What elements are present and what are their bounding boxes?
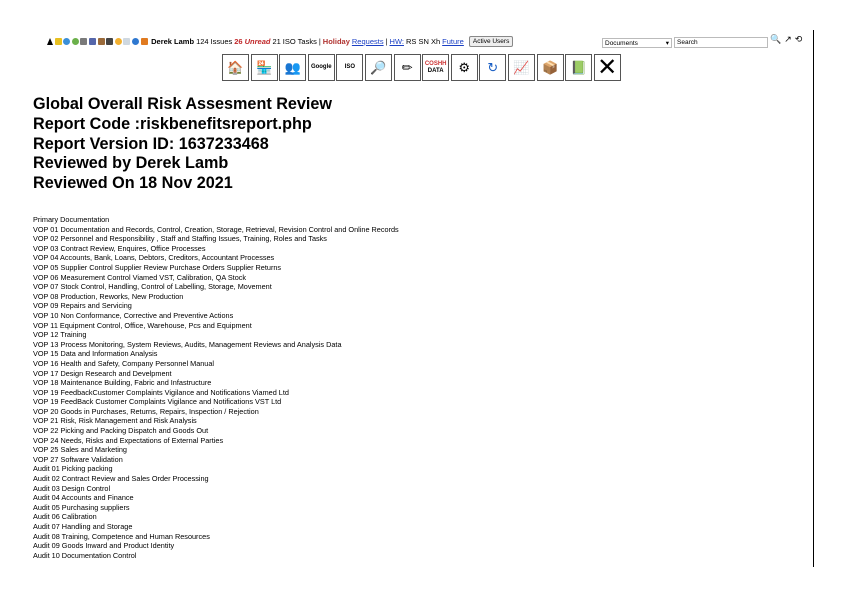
coshh-data-button[interactable]	[422, 54, 449, 81]
toolbar	[222, 54, 621, 81]
cash-register-icon: 🏪	[256, 59, 273, 75]
document-list-item: Audit 05 Purchasing suppliers	[33, 502, 130, 512]
iso-label: ISO	[344, 64, 356, 70]
document-list-item: VOP 13 Process Monitoring, System Reviews, Audits, Management Reviews and Analysis Data	[33, 339, 342, 349]
documents-select-value: Documents	[605, 39, 638, 47]
document-list-item: VOP 18 Maintenance Building, Fabric and Infastructure	[33, 378, 212, 388]
reload-button[interactable]	[479, 54, 506, 81]
warning-icon[interactable]	[47, 38, 53, 45]
status-bar	[47, 35, 513, 47]
document-list-item: VOP 19 FeedBack Customer Complaints Vigilance and Notifications VST Ltd	[33, 397, 282, 407]
document-list-item: VOP 17 Design Research and Develpment	[33, 368, 172, 378]
star-icon[interactable]	[55, 38, 62, 45]
page-title: Global Overall Risk Assesment Review	[33, 95, 333, 113]
report-version: Report Version ID: 1637233468	[33, 134, 269, 153]
document-list-item: VOP 12 Training	[33, 330, 87, 340]
tools-icon[interactable]	[80, 38, 87, 45]
coshh-label	[425, 61, 447, 75]
document-list-item: VOP 19 FeedbackCustomer Complaints Vigilance and Notifications Viamed Ltd	[33, 387, 289, 397]
close-icon: ✕	[597, 54, 618, 81]
cash-register-button[interactable]	[251, 54, 278, 81]
iso-tasks-count[interactable]: 21	[272, 36, 281, 46]
home-button[interactable]	[222, 54, 249, 81]
document-list-item: Audit 10 Documentation Control	[33, 550, 137, 560]
books-icon: 📗	[570, 59, 587, 75]
document-list-item: VOP 07 Stock Control, Handling, Control of Labelling, Storage, Movement	[33, 282, 272, 292]
globe-icon[interactable]	[63, 38, 70, 45]
chat-icon[interactable]	[123, 38, 130, 45]
document-list-item: Audit 03 Design Control	[33, 483, 111, 493]
document-list-item: Audit 08 Training, Competence and Human Resources	[33, 531, 210, 541]
chart-button[interactable]	[508, 54, 535, 81]
reviewed-by: Reviewed by Derek Lamb	[33, 154, 229, 173]
search-icon[interactable]: 🔍	[770, 34, 782, 44]
issues-count[interactable]: 124	[196, 36, 209, 46]
package-button[interactable]	[537, 54, 564, 81]
document-list-item: VOP 02 Personnel and Responsibility , Staff and Staffing Issues, Training, Roles and Tasks	[33, 234, 327, 244]
document-list-item: VOP 24 Needs, Risks and Expectations of External Parties	[33, 435, 224, 445]
document-list-item: VOP 09 Repairs and Servicing	[33, 301, 132, 311]
sync-icon[interactable]: ⟲	[794, 34, 803, 44]
magnifier-icon: 🔎	[370, 59, 387, 75]
iso-tasks-label[interactable]: ISO Tasks	[282, 36, 317, 46]
smiley-icon[interactable]	[115, 38, 122, 45]
requests-link[interactable]: Requests	[351, 36, 384, 46]
separator: |	[318, 36, 321, 46]
magnifier-button[interactable]	[365, 54, 392, 81]
document-list-item: Primary Documentation	[33, 215, 110, 224]
document-list-item: Audit 02 Contract Review and Sales Order Processing	[33, 474, 209, 484]
document-list-item: VOP 25 Sales and Marketing	[33, 445, 127, 455]
document-list-item: VOP 16 Health and Safety, Company Personnel Manual	[33, 358, 215, 368]
document-list-item: VOP 06 Measurement Control Viamed VST, Calibration, QA Stock	[33, 272, 247, 282]
google-label: Google	[310, 64, 332, 70]
package-icon: 📦	[541, 59, 559, 75]
users-icon: 👥	[284, 59, 301, 75]
document-list-item: Audit 09 Goods Inward and Product Identity	[33, 541, 175, 551]
user-name[interactable]: Derek Lamb	[151, 36, 195, 46]
search-input[interactable]: Search	[674, 37, 768, 48]
close-button[interactable]	[594, 54, 621, 81]
pencil-button[interactable]	[394, 54, 421, 81]
document-list	[33, 215, 399, 560]
settings-icon[interactable]	[89, 38, 96, 45]
documents-select[interactable]	[602, 38, 672, 48]
document-list-item: VOP 22 Picking and Packing Dispatch and Goods Out	[33, 426, 209, 436]
reviewed-on: Reviewed On 18 Nov 2021	[33, 174, 233, 193]
coshh-bottom: DATA	[427, 67, 444, 74]
pencil-icon: ✏	[401, 59, 413, 75]
home-icon: 🏠	[227, 59, 244, 75]
report-header	[33, 95, 332, 194]
coshh-top: COSHH	[424, 60, 447, 67]
document-list-item: Audit 01 Picking packing	[33, 464, 113, 474]
top-right-icons	[770, 34, 802, 45]
google-button[interactable]	[308, 54, 335, 81]
report-code: Report Code :riskbenefitsreport.php	[33, 114, 312, 133]
document-list-item: VOP 20 Goods in Purchases, Returns, Repairs, Inspection / Rejection	[33, 406, 259, 416]
chart-icon: 📈	[513, 59, 530, 75]
document-list-item: Audit 06 Calibration	[33, 512, 97, 522]
reload-icon: ↻	[487, 59, 499, 75]
holiday-label: Holiday	[322, 36, 350, 46]
external-link-icon[interactable]: ↗	[784, 34, 792, 44]
document-list-item: VOP 03 Contract Review, Enquires, Office Processes	[33, 243, 206, 253]
hw-names: RS SN Xh	[405, 36, 441, 46]
document-list-item: VOP 04 Accounts, Bank, Loans, Debtors, Creditors, Accountant Processes	[33, 253, 275, 263]
document-list-item: Audit 04 Accounts and Finance	[33, 493, 134, 503]
document-list-item: VOP 10 Non Conformance, Corrective and Preventive Actions	[33, 310, 234, 320]
flame-icon[interactable]	[141, 38, 148, 45]
document-list-item: VOP 27 Software Validation	[33, 454, 123, 464]
active-users-button[interactable]: Active Users	[469, 36, 513, 47]
document-list-item: Audit 07 Handling and Storage	[33, 522, 133, 531]
document-list-item: VOP 05 Supplier Control Supplier Review Purchase Orders Supplier Returns	[33, 262, 282, 272]
document-list-item: VOP 08 Production, Reworks, New Production	[33, 291, 184, 301]
users-button[interactable]	[279, 54, 306, 81]
books-button[interactable]	[565, 54, 592, 81]
issues-label[interactable]: Issues	[210, 36, 233, 46]
page-right-border	[813, 30, 814, 567]
document-icon[interactable]	[106, 38, 113, 45]
info-icon[interactable]	[132, 38, 139, 45]
book-icon[interactable]	[98, 38, 105, 45]
refresh-icon[interactable]	[72, 38, 79, 45]
future-link[interactable]: Future	[442, 36, 464, 46]
document-list-item: VOP 11 Equipment Control, Office, Warehouse, Pcs and Equipment	[33, 320, 252, 330]
gears-icon: ⚙	[458, 59, 471, 75]
separator: |	[385, 36, 388, 46]
hw-link[interactable]: HW:	[389, 36, 404, 46]
gears-button[interactable]	[451, 54, 478, 81]
unread-count[interactable]: 26	[234, 36, 243, 46]
document-list-item: VOP 15 Data and Information Analysis	[33, 349, 158, 359]
unread-label[interactable]: Unread	[244, 36, 271, 46]
document-list-item: VOP 01 Documentation and Records, Control, Creation, Storage, Retrieval, Revision Control and Online Records	[33, 224, 399, 234]
iso-button[interactable]	[336, 54, 363, 81]
document-list-item: VOP 21 Risk, Risk Management and Risk Analysis	[33, 416, 197, 426]
chevron-down-icon: ▾	[665, 40, 669, 47]
